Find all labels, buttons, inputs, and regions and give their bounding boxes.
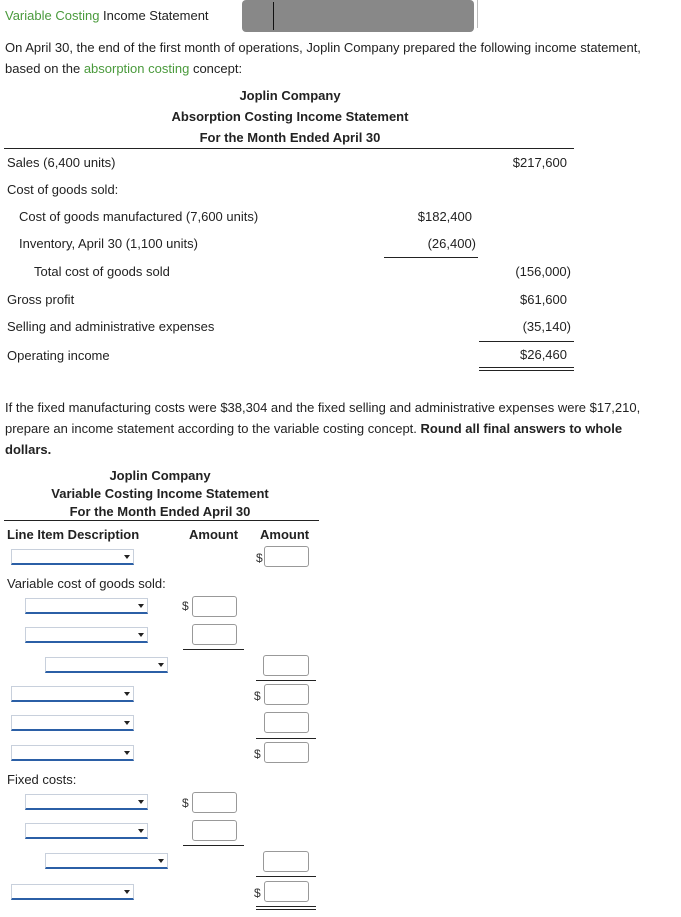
abs-row-label: Total cost of goods sold: [34, 264, 170, 279]
abs-row-label: Sales (6,400 units): [7, 155, 116, 170]
dropdown-arrow-icon: [124, 721, 130, 725]
dropdown-arrow-icon: [138, 604, 144, 608]
dropdown-arrow-icon: [124, 555, 130, 559]
amount2-input[interactable]: [263, 655, 309, 676]
abs-row-label: Inventory, April 30 (1,100 units): [19, 236, 198, 251]
question-line3: dollars.: [5, 442, 52, 457]
amount2-input[interactable]: [264, 712, 309, 733]
amount2-input[interactable]: [263, 851, 309, 872]
abs-row-label: Cost of goods sold:: [7, 182, 119, 197]
intro-line1: On April 30, the end of the first month of operations, Joplin Company prepared the following income statement,: [5, 40, 641, 55]
subtotal-rule: [256, 738, 316, 739]
line-item-select[interactable]: [25, 627, 148, 643]
abs-row-col2: $217,600: [512, 155, 567, 170]
line-item-select[interactable]: [45, 853, 168, 869]
absorption-title: Absorption Costing Income Statement: [171, 109, 409, 124]
tab-bar-divider: [273, 2, 274, 30]
variable-period: For the Month Ended April 30: [69, 504, 251, 519]
question-line1: If the fixed manufacturing costs were $38,304 and the fixed selling and administrative expenses were $17,210,: [5, 400, 641, 415]
abs-double-rule: [479, 367, 574, 371]
abs-subtotal-rule: [384, 257, 478, 258]
dollar-sign: $: [254, 689, 261, 703]
line-item-select[interactable]: [45, 657, 168, 673]
intro-line2: based on the absorption costing concept:: [5, 61, 243, 76]
line-item-select[interactable]: [25, 794, 148, 810]
dropdown-arrow-icon: [124, 751, 130, 755]
subtotal-rule: [183, 649, 244, 650]
dropdown-arrow-icon: [158, 663, 164, 667]
amount1-input[interactable]: [192, 596, 237, 617]
dollar-sign: $: [182, 796, 189, 810]
abs-row-col2: (156,000): [515, 264, 571, 279]
abs-row-label: Selling and administrative expenses: [7, 319, 215, 334]
amount1-input[interactable]: [192, 624, 237, 645]
variable-cogs-label: Variable cost of goods sold:: [7, 576, 166, 591]
question-paragraph: [5, 397, 681, 460]
abs-row-col2: (35,140): [522, 319, 571, 334]
amount1-input[interactable]: [192, 792, 237, 813]
absorption-costing-link[interactable]: absorption costing: [83, 61, 190, 76]
intro-paragraph: [5, 37, 681, 79]
amount2-input[interactable]: [264, 684, 309, 705]
tab-label-variable-costing: Variable Costing: [5, 8, 100, 23]
subtotal-rule: [256, 680, 316, 681]
dropdown-arrow-icon: [124, 890, 130, 894]
variable-company: Joplin Company: [109, 468, 211, 483]
dropdown-arrow-icon: [124, 692, 130, 696]
subtotal-rule: [183, 845, 244, 846]
tab-variable-costing[interactable]: [5, 8, 209, 23]
abs-row-label: Gross profit: [7, 292, 75, 307]
line-item-select[interactable]: [11, 884, 134, 900]
dropdown-arrow-icon: [138, 800, 144, 804]
dropdown-arrow-icon: [158, 859, 164, 863]
abs-row-label: Operating income: [7, 348, 110, 363]
abs-op-rule: [479, 341, 574, 342]
line-item-select[interactable]: [25, 823, 148, 839]
absorption-period: For the Month Ended April 30: [199, 130, 381, 145]
col-header-description: Line Item Description: [7, 527, 140, 542]
fixed-costs-label: Fixed costs:: [7, 772, 77, 787]
line-item-select[interactable]: [11, 745, 134, 761]
line-item-select[interactable]: [25, 598, 148, 614]
abs-row-col2: $61,600: [520, 292, 567, 307]
question-line2: prepare an income statement according to the variable costing concept. Round all final answers to whole: [5, 421, 623, 436]
dollar-sign: $: [254, 747, 261, 761]
dollar-sign: $: [254, 886, 261, 900]
col-header-amount2: Amount: [260, 527, 310, 542]
col-header-amount1: Amount: [189, 527, 239, 542]
tab-label-income-statement: Income Statement: [103, 8, 209, 23]
line-item-select[interactable]: [11, 715, 134, 731]
amount1-input[interactable]: [192, 820, 237, 841]
absorption-header-rule: [4, 148, 574, 149]
variable-title: Variable Costing Income Statement: [51, 486, 269, 501]
dollar-sign: $: [182, 599, 189, 613]
variable-header-rule: [4, 520, 319, 521]
abs-row-col2: $26,460: [520, 347, 567, 362]
amount2-input[interactable]: [264, 742, 309, 763]
abs-row-label: Cost of goods manufactured (7,600 units): [19, 209, 259, 224]
line-item-select[interactable]: [11, 549, 134, 565]
amount2-input[interactable]: [264, 546, 309, 567]
abs-row-col1: (26,400): [427, 236, 476, 251]
dropdown-arrow-icon: [138, 829, 144, 833]
subtotal-rule: [256, 876, 316, 877]
dollar-sign: $: [256, 551, 263, 565]
tab-bar-edge: [477, 0, 478, 28]
line-item-select[interactable]: [11, 686, 134, 702]
dropdown-arrow-icon: [138, 633, 144, 637]
absorption-company: Joplin Company: [239, 88, 341, 103]
tab-bar-control[interactable]: [242, 0, 474, 32]
abs-row-col1: $182,400: [417, 209, 472, 224]
final-double-rule: [256, 906, 316, 910]
amount2-input[interactable]: [264, 881, 309, 902]
